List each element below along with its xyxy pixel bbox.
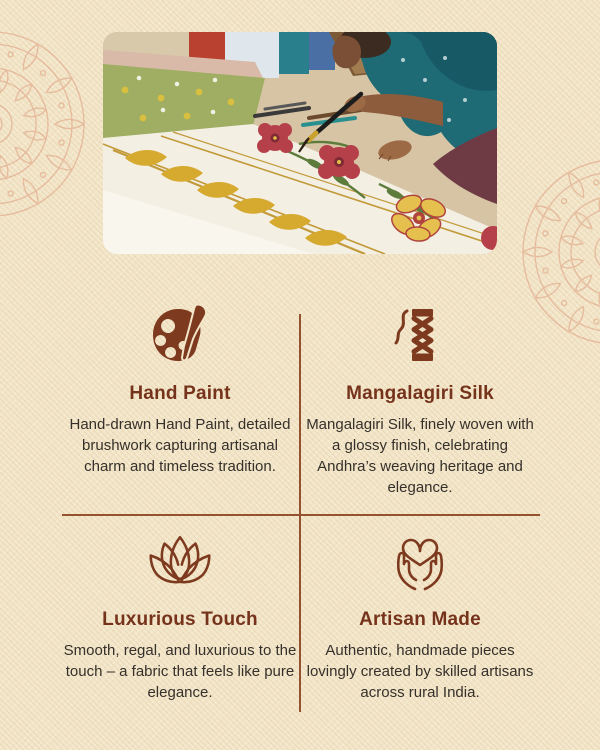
- lotus-icon: [148, 529, 212, 593]
- hands-heart-icon: [388, 529, 452, 593]
- feature-title: Artisan Made: [359, 609, 481, 630]
- mandala-ornament-top-left: [0, 24, 92, 224]
- feature-title: Luxurious Touch: [102, 609, 258, 630]
- feature-title: Mangalagiri Silk: [346, 383, 494, 404]
- palette-icon: [148, 303, 212, 367]
- feature-card-artisan-made: [300, 515, 540, 712]
- feature-description: Hand-drawn Hand Paint, detailed brushwork capturing artisanal charm and timeless tradition.: [69, 416, 291, 475]
- silk-spool-icon: [388, 303, 452, 367]
- feature-card-luxurious-touch: [60, 515, 300, 712]
- feature-description: Mangalagiri Silk, finely woven with a glossy finish, celebrating Andhra’s weaving heritage and elegance.: [306, 416, 534, 496]
- hero-photo-illustration: [103, 32, 497, 254]
- feature-grid: [60, 300, 540, 712]
- feature-title: Hand Paint: [129, 383, 231, 404]
- hero-photo: [103, 32, 497, 254]
- feature-description: Authentic, handmade pieces lovingly created by skilled artisans across rural India.: [306, 642, 534, 701]
- feature-description: Smooth, regal, and luxurious to the touch – a fabric that feels like pure elegance.: [63, 642, 297, 701]
- feature-card-hand-paint: [60, 300, 300, 515]
- feature-card-mangalagiri-silk: [300, 300, 540, 515]
